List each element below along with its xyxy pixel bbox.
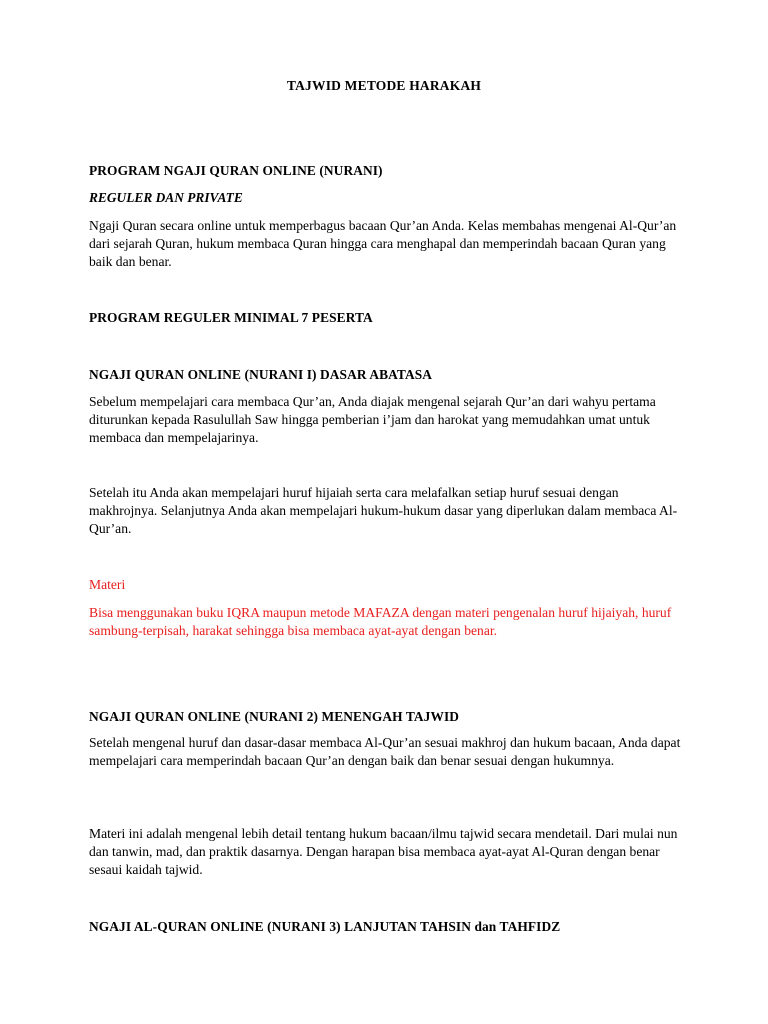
heading-program-nurani: PROGRAM NGAJI QURAN ONLINE (NURANI) [89, 163, 383, 178]
document-title: TAJWID METODE HARAKAH [286, 78, 482, 93]
subheading-reguler-private: REGULER DAN PRIVATE [89, 190, 243, 205]
heading-nurani-1: NGAJI QURAN ONLINE (NURANI I) DASAR ABATASA [89, 367, 433, 382]
materi-label: Materi [89, 577, 126, 592]
nurani2-paragraph-1: Setelah mengenal huruf dan dasar-dasar membaca Al-Qur’an sesuai makhroj dan hukum bacaan, Anda dapat mempelajari cara memperindah bacaan Qur’an dengan baik dan benar sesuai dengan hukumnya. [89, 735, 681, 768]
heading-nurani-3: NGAJI AL-QURAN ONLINE (NURANI 3) LANJUTAN TAHSIN dan TAHFIDZ [89, 919, 561, 934]
nurani1-paragraph-1: Sebelum mempelajari cara membaca Qur’an, Anda diajak mengenal sejarah Qur’an dari wahyu pertama diturunkan kepada Rasulullah Saw hingga pemberian i’jam dan harokat yang memudahkan umat untuk membaca dan mempelajarinya. [89, 394, 656, 445]
nurani2-paragraph-2: Materi ini adalah mengenal lebih detail tentang hukum bacaan/ilmu tajwid secara mendetail. Dari mulai nun dan tanwin, mad, dan praktik dasarnya. Dengan harapan bisa membaca ayat-ayat Al-Quran dengan benar sesaui kaidah tajwid. [89, 826, 678, 877]
heading-program-reguler: PROGRAM REGULER MINIMAL 7 PESERTA [89, 310, 373, 325]
intro-paragraph: Ngaji Quran secara online untuk memperbagus bacaan Qur’an Anda. Kelas membahas mengenai Al-Qur’an dari sejarah Quran, hukum membaca Quran hingga cara menghapal dan memperindah bacaan Quran yang baik dan benar. [89, 218, 677, 269]
heading-nurani-2: NGAJI QURAN ONLINE (NURANI 2) MENENGAH TAJWID [89, 709, 460, 724]
materi-paragraph: Bisa menggunakan buku IQRA maupun metode MAFAZA dengan materi pengenalan huruf hijaiyah, huruf sambung-terpisah, harakat sehingga bisa membaca ayat-ayat dengan benar. [89, 605, 672, 638]
nurani1-paragraph-2: Setelah itu Anda akan mempelajari huruf hijaiah serta cara melafalkan setiap huruf sesuai dengan makhrojnya. Selanjutnya Anda akan mempelajari hukum-hukum dasar yang diperlukan dalam membaca Al-Qur’an. [89, 485, 678, 536]
